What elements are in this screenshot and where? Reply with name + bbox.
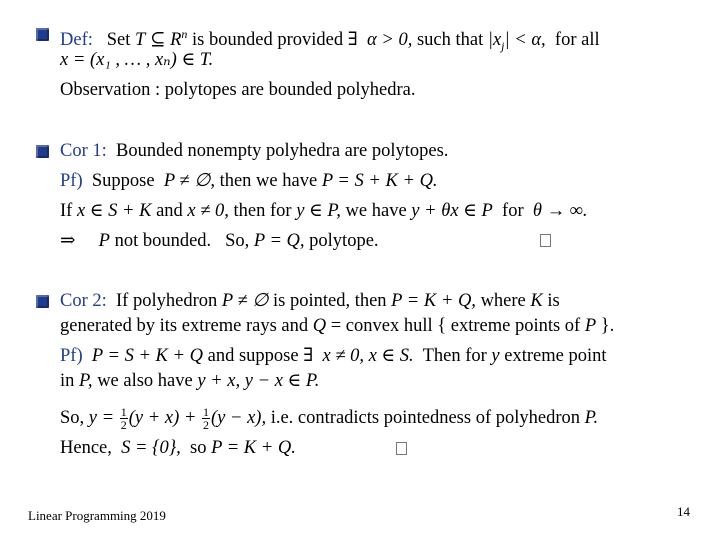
math: P, [79, 371, 93, 391]
text: so [190, 438, 207, 458]
math: P ≠ ∅ [221, 291, 269, 311]
cor1-text: Bounded nonempty polyhedra are polytopes. [116, 141, 449, 161]
math: P [98, 231, 110, 251]
math: θ → ∞. [532, 201, 588, 221]
text: then for [233, 201, 292, 221]
text: generated by its extreme rays and [60, 316, 309, 336]
frac-den: 2 [202, 418, 209, 432]
cor1-pf-line [60, 170, 438, 192]
def-observation [60, 79, 416, 101]
cor2-line-6 [60, 437, 296, 459]
math: P [584, 316, 597, 336]
cor2-line-2 [60, 315, 614, 337]
math: S = {0}, [121, 438, 181, 458]
math-abs: |x [487, 30, 502, 51]
text: in [60, 371, 75, 391]
text: then we have [219, 171, 318, 191]
math-abs-close: | < α, [504, 30, 546, 51]
def-text: for all [554, 30, 600, 51]
math: P = S + K + Q. [321, 171, 438, 191]
math: P = Q, [253, 231, 305, 251]
math-T: T [135, 30, 146, 51]
math: P. [584, 407, 599, 428]
cor1-line-1 [60, 140, 448, 162]
math: y + θx ∈ P [411, 201, 493, 221]
text: and suppose ∃ [207, 346, 314, 366]
math: y + x, y − x ∈ P. [197, 371, 320, 391]
text: extreme point [504, 346, 607, 366]
def-line-2 [60, 49, 213, 71]
def-label: Def: [60, 30, 93, 51]
cor2-line-5 [60, 406, 598, 431]
fraction-half-1 [120, 406, 128, 431]
qed-box-icon [540, 234, 551, 247]
text: where [480, 291, 526, 311]
text: = convex hull { extreme points of [330, 316, 581, 336]
text: we also have [97, 371, 193, 391]
cor2-bullet-icon [36, 295, 49, 308]
def-text: such that [416, 30, 484, 51]
text: If [60, 201, 73, 221]
math: x ≠ 0, [187, 201, 229, 221]
frac-num: 1 [202, 405, 209, 419]
math-j: j [501, 38, 505, 53]
frac-num: 1 [120, 405, 127, 419]
text: So, [60, 407, 85, 428]
math: Q [312, 316, 327, 336]
text: If polyhedron [116, 291, 218, 311]
def-text: Set [106, 30, 131, 51]
cor2-pf-line [60, 345, 606, 367]
def-bullet-icon [36, 28, 49, 41]
cor2-line-4 [60, 370, 319, 392]
cor2-label: Cor 2: [60, 291, 107, 311]
math: y = [88, 407, 115, 428]
math: x ≠ 0, x ∈ S. [322, 346, 414, 366]
fraction-half-2 [202, 406, 210, 431]
math: x ∈ S + K [76, 201, 152, 221]
math-subset: ⊆ [149, 30, 166, 51]
cor1-line-4 [60, 230, 379, 252]
text: Hence, [60, 438, 112, 458]
math: K [530, 291, 543, 311]
text: not bounded. [114, 231, 212, 251]
math-R: R [170, 30, 182, 51]
cor1-pf-label: Pf) [60, 171, 83, 191]
math: (y + x) + [128, 407, 197, 428]
footer-course: Linear Programming 2019 [28, 508, 166, 523]
observation-text: Observation : polytopes are bounded polyhedra. [60, 80, 416, 100]
text: i.e. contradicts pointedness of polyhedron [270, 407, 580, 428]
text: for [502, 201, 524, 221]
math-n: n [181, 27, 188, 41]
page-number: 14 [677, 504, 690, 519]
math-x-tuple: x = (x₁ , … , xₙ) ∈ T. [60, 50, 214, 70]
cor2-line-1 [60, 290, 560, 312]
cor1-bullet-icon [36, 145, 49, 158]
qed-box-icon [396, 442, 407, 455]
text: Then for [422, 346, 487, 366]
math: (y − x), [210, 407, 267, 428]
cor1-label: Cor 1: [60, 141, 107, 161]
text: polytope. [309, 231, 379, 251]
math: y ∈ P, [296, 201, 341, 221]
math: y [491, 346, 500, 366]
text: }. [600, 316, 615, 336]
frac-den: 2 [120, 418, 127, 432]
math-alpha: α > 0, [367, 30, 413, 51]
text: Suppose [91, 171, 155, 191]
text: So, [225, 231, 250, 251]
math: P ≠ ∅, [163, 171, 215, 191]
text: is pointed, then [272, 291, 387, 311]
cor1-line-3 [60, 200, 588, 222]
text: we have [345, 201, 407, 221]
cor2-pf-label: Pf) [60, 346, 83, 366]
def-text: is bounded provided ∃ [192, 30, 358, 51]
math: P = K + Q, [391, 291, 476, 311]
implies-icon: ⇒ [60, 231, 76, 251]
text: and [156, 201, 183, 221]
math: P = K + Q. [211, 438, 296, 458]
math: P = S + K + Q [91, 346, 203, 366]
text: is [547, 291, 560, 311]
